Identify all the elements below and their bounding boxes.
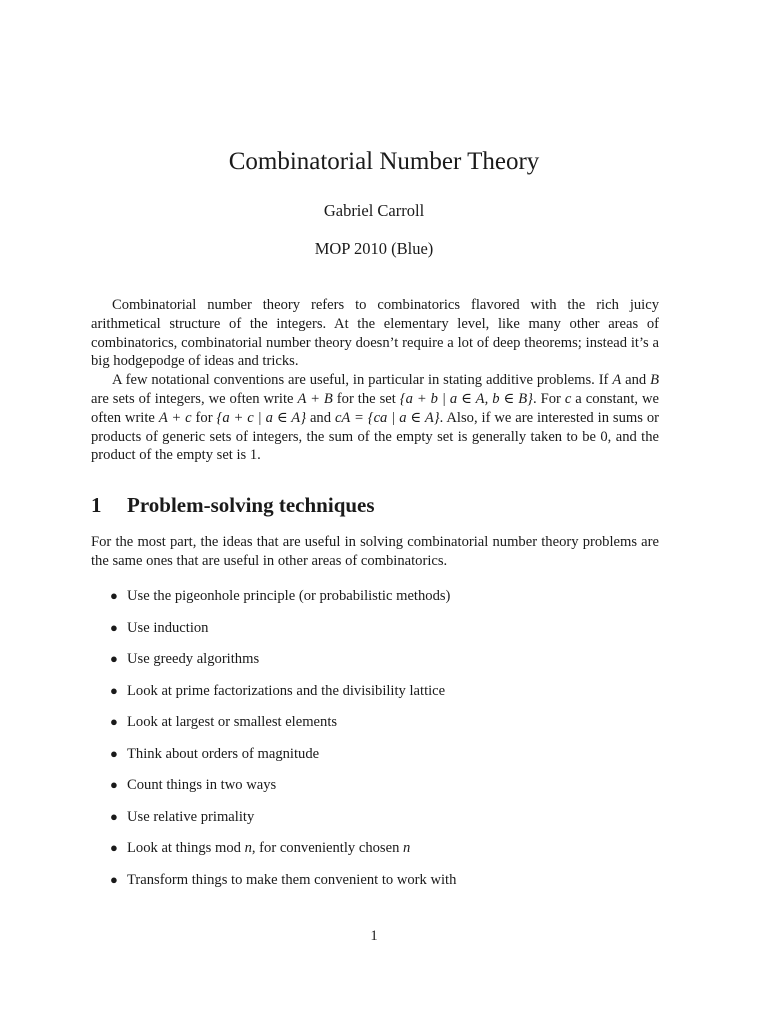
bullet-icon: ●	[110, 714, 118, 729]
list-item	[110, 870, 670, 902]
bullet-icon: ●	[110, 745, 118, 761]
bullet-icon: ●	[110, 588, 118, 603]
list-item-text: Think about orders of magnitude	[127, 745, 320, 762]
bullet-icon: ●	[110, 871, 118, 887]
list-item-text: Use relative primality	[127, 808, 255, 825]
list-item-text: Count things in two ways	[127, 777, 277, 793]
bullet-icon: ●	[110, 651, 118, 666]
list-item-text: Use induction	[127, 619, 209, 636]
text-run: and	[306, 409, 335, 426]
intro-paragraph-2	[91, 371, 659, 465]
section-number: 1	[91, 493, 102, 517]
math-expression: {a + c | a ∈ A}	[216, 409, 307, 426]
list-item-text: Look at prime factorizations and the divisibility lattice	[127, 682, 446, 699]
list-item	[110, 744, 670, 776]
bullet-icon: ●	[110, 682, 118, 698]
math-expression: cA = {ca | a ∈ A}	[334, 409, 440, 426]
list-item-text: Transform things to make them convenient to work with	[127, 871, 457, 888]
intro-paragraph-1: Combinatorial number theory refers to combinatorics flavored with the rich juicy arithmetical structure of the integers. At the elementary level, like many other areas of combinatorics, combinatorial number theory doesn’t require a lot of deep theorems; instead it’s a big hodgepodge of ideas and tricks.	[91, 297, 659, 370]
text-run: for	[191, 409, 217, 426]
section-title: Problem-solving techniques	[127, 493, 375, 517]
bullet-icon: ●	[110, 840, 118, 855]
text-run: and	[621, 372, 651, 389]
text-run: a constant, we often write	[91, 390, 660, 426]
text-run: are sets of integers, we often write	[91, 390, 298, 407]
list-item	[110, 649, 670, 681]
math-expression: A + B	[297, 390, 333, 407]
math-expression: {a + b | a ∈ A, b ∈ B}	[399, 390, 533, 407]
list-item-text: , for conveniently chosen	[251, 840, 404, 856]
list-item-text: Use the pigeonhole principle (or probabilistic methods)	[127, 588, 451, 604]
bullet-icon: ●	[110, 808, 118, 824]
text-run: A few notational conventions are useful, in particular in stating additive problems. If	[112, 372, 613, 389]
text-run: . Also, if we are interested in sums or products of generic sets of integers, the sum of the empty set is generally taken to be 0, and the product of the empty set is 1.	[91, 409, 659, 464]
math-expression: c	[564, 390, 572, 407]
list-item-text: Use greedy algorithms	[127, 651, 260, 667]
math-expression: n	[403, 840, 411, 856]
document-title: Combinatorial Number Theory	[228, 148, 540, 175]
document-date: MOP 2010 (Blue)	[314, 239, 434, 258]
technique-list	[110, 586, 670, 901]
math-expression: A + c	[158, 409, 192, 426]
bullet-icon: ●	[110, 619, 118, 635]
math-expression: B	[650, 372, 659, 389]
introduction	[91, 296, 659, 465]
page-number: 1	[370, 928, 378, 944]
bullet-icon: ●	[110, 777, 118, 792]
text-run: for the set	[332, 390, 400, 407]
list-item	[110, 712, 670, 744]
list-item	[110, 775, 670, 807]
math-expression: n	[244, 840, 252, 856]
list-item	[110, 586, 670, 618]
section-intro: For the most part, the ideas that are useful in solving combinatorial number theory problems are the same ones that are useful in other areas of combinatorics.	[91, 534, 659, 569]
document-author: Gabriel Carroll	[323, 201, 425, 220]
math-expression: A	[612, 372, 622, 389]
list-item-text: Look at things mod	[127, 840, 245, 856]
list-item	[110, 618, 670, 650]
list-item	[110, 807, 670, 839]
text-run: . For	[532, 390, 565, 407]
list-item-text: Look at largest or smallest elements	[127, 714, 338, 730]
list-item	[110, 838, 670, 870]
list-item	[110, 681, 670, 713]
section-heading	[91, 491, 691, 519]
